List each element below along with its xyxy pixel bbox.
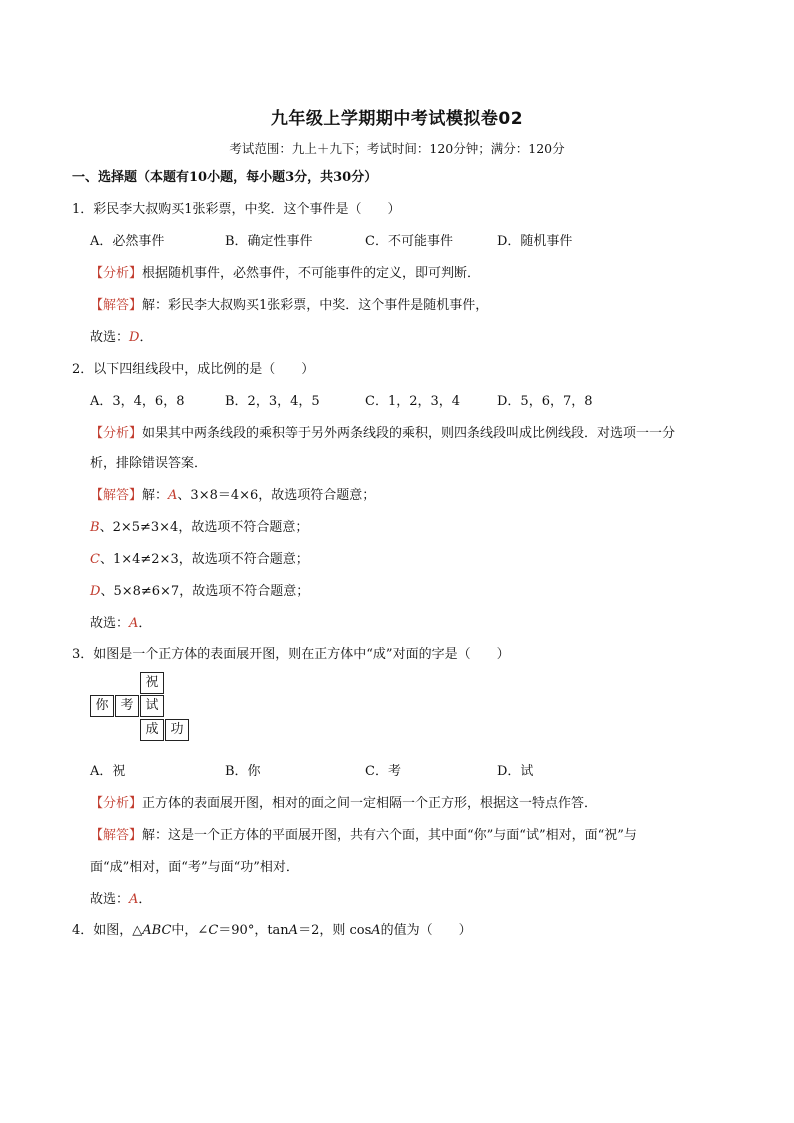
question-3-stem: 3．如图是一个正方体的表面展开图，则在正方体中“成”对面的字是（ ） — [72, 647, 510, 662]
stem-part: ＝2，则 cos — [298, 923, 372, 938]
choice-letter: A — [129, 616, 139, 631]
choice-letter: A — [129, 892, 139, 907]
answer-tag: 【解答】 — [90, 828, 143, 843]
q2-answer-a — [90, 484, 375, 503]
q3-analysis — [90, 792, 597, 811]
q2-answer-b — [90, 516, 308, 535]
stem-part: 4．如图，△ — [72, 923, 143, 938]
answer-tag: 【解答】 — [90, 298, 143, 313]
choice-letter: D — [129, 330, 140, 345]
q2-option-d: D．5，6，7，8 — [497, 394, 593, 409]
q2-answer-d — [90, 580, 309, 599]
stem-part: 中，∠ — [171, 923, 209, 938]
q2-option-c: C．1，2，3，4 — [365, 394, 461, 409]
net-cell-row-2: 考 — [115, 695, 139, 717]
answer-text: 、3×8＝4×6，故选项符合题意； — [177, 488, 376, 503]
page-title: 九年级上学期期中考试模拟卷02 — [270, 109, 524, 129]
analysis-text: 如果其中两条线段的乘积等于另外两条线段的乘积，则四条线段叫成比例线段．对选项一一分 — [142, 426, 676, 441]
triangle-name: ABC — [142, 923, 172, 938]
section-heading: 一、选择题（本题有10小题，每小题3分，共30分） — [72, 170, 378, 185]
net-cell-top: 祝 — [140, 672, 164, 694]
exam-subtitle: 考试范围：九上＋九下；考试时间：120分钟；满分：120分 — [229, 141, 565, 156]
analysis-text: 根据随机事件，必然事件，不可能事件的定义，即可判断． — [142, 266, 481, 281]
q3-option-c: C．考 — [365, 764, 401, 779]
q3-answer — [90, 824, 637, 843]
q1-option-d: D．随机事件 — [497, 234, 573, 249]
net-cell-row-1: 你 — [90, 695, 114, 717]
analysis-tag: 【分析】 — [90, 266, 143, 281]
q1-analysis — [90, 262, 480, 281]
answer-text: 解：彩民李大叔购买1张彩票，中奖．这个事件是随机事件， — [142, 298, 489, 313]
answer-letter: B — [90, 520, 100, 535]
q1-option-c: C．不可能事件 — [365, 234, 453, 249]
net-cell-row-3: 试 — [140, 695, 164, 717]
analysis-text: 正方体的表面展开图，相对的面之间一定相隔一个正方形，根据这一特点作答． — [142, 796, 598, 811]
q2-analysis-continued: 析，排除错误答案． — [90, 456, 208, 471]
answer-text: 、5×8≠6×7，故选项不符合题意； — [100, 584, 310, 599]
choice-prefix: 故选： — [90, 330, 130, 345]
choice-suffix: ． — [139, 330, 153, 345]
answer-letter: A — [168, 488, 178, 503]
q1-choice — [90, 326, 152, 345]
answer-text: 解：这是一个正方体的平面展开图，共有六个面，其中面“你”与面“试”相对，面“祝”与 — [142, 828, 637, 843]
net-cell-bottom-2: 功 — [165, 719, 189, 741]
q2-choice — [90, 612, 151, 631]
q1-option-a: A．必然事件 — [90, 234, 165, 249]
answer-letter: D — [90, 584, 101, 599]
q3-option-a: A．祝 — [90, 764, 126, 779]
analysis-tag: 【分析】 — [90, 426, 143, 441]
angle-letter: A — [288, 923, 299, 938]
q2-option-a: A．3，4，6，8 — [90, 394, 185, 409]
question-1-stem: 1．彩民李大叔购买1张彩票，中奖．这个事件是（ ） — [72, 202, 401, 217]
choice-suffix: ． — [138, 616, 152, 631]
choice-suffix: ． — [138, 892, 152, 907]
answer-letter: C — [90, 552, 100, 567]
analysis-tag: 【分析】 — [90, 796, 143, 811]
q2-answer-c — [90, 548, 309, 567]
answer-tag: 【解答】 — [90, 488, 143, 503]
angle-letter: C — [208, 923, 219, 938]
net-cell-bottom-1: 成 — [140, 719, 164, 741]
q3-answer-continued: 面“成”相对，面“考”与面“功”相对． — [90, 860, 299, 875]
angle-letter: A — [371, 923, 381, 938]
choice-prefix: 故选： — [90, 616, 130, 631]
answer-text: 、1×4≠2×3，故选项不符合题意； — [99, 552, 309, 567]
stem-part: ＝90°，tan — [218, 923, 289, 938]
q1-answer — [90, 294, 488, 313]
answer-prefix: 解： — [142, 488, 169, 503]
question-4-stem — [72, 919, 472, 938]
q3-option-d: D．试 — [497, 764, 534, 779]
q1-option-b: B．确定性事件 — [225, 234, 313, 249]
stem-part: 的值为（ ） — [380, 923, 472, 938]
q3-choice — [90, 888, 151, 907]
q2-option-b: B．2，3，4，5 — [225, 394, 320, 409]
answer-text: 、2×5≠3×4，故选项不符合题意； — [99, 520, 309, 535]
choice-prefix: 故选： — [90, 892, 130, 907]
q3-option-b: B．你 — [225, 764, 261, 779]
question-2-stem: 2．以下四组线段中，成比例的是（ ） — [72, 362, 315, 377]
q2-analysis — [90, 422, 675, 441]
